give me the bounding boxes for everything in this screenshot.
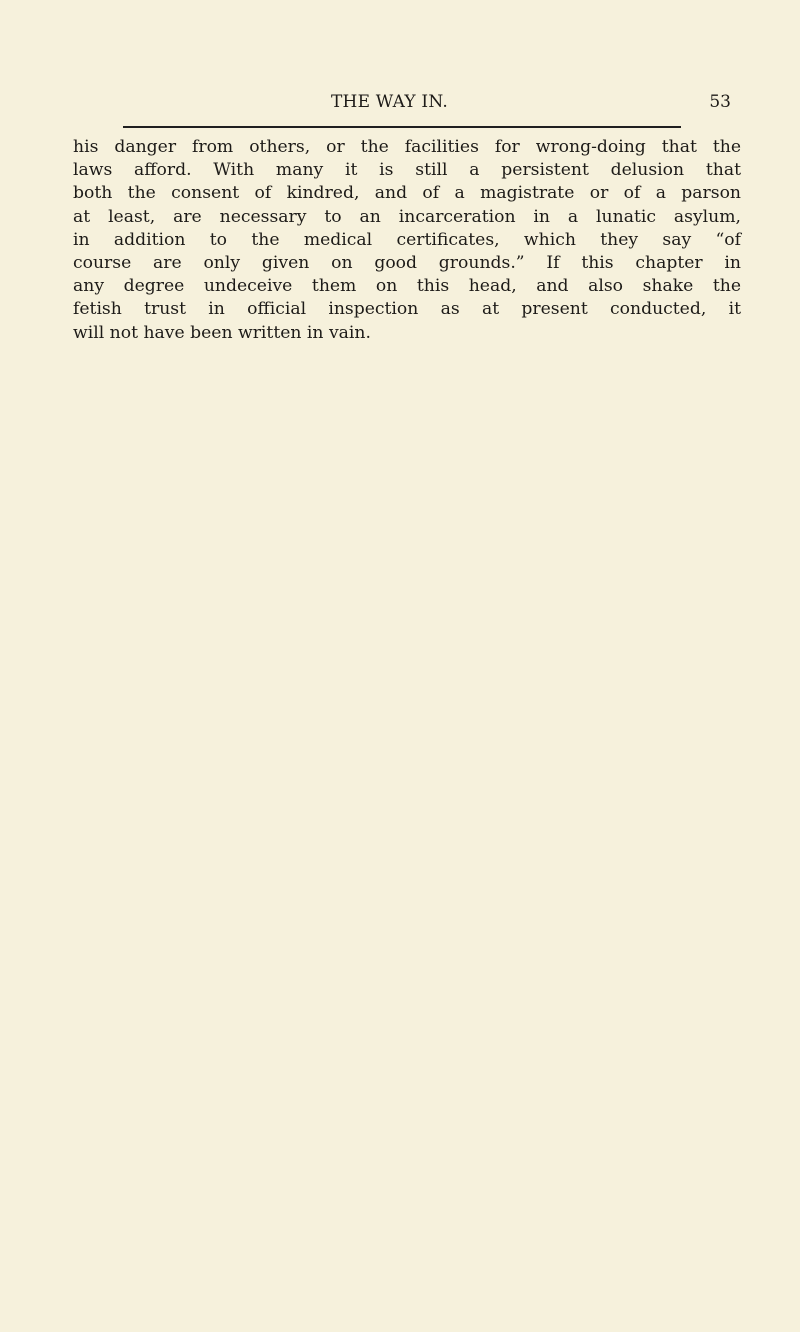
page-header — [73, 92, 741, 114]
body-paragraph — [73, 136, 741, 345]
page-number: 53 — [709, 92, 731, 112]
running-title: THE WAY IN. — [331, 92, 448, 112]
text-line-6: course are only given on good grounds.” If this chapter in — [73, 253, 741, 274]
text-line-8: fetish trust in official inspection as at present conducted, it — [73, 299, 741, 320]
text-line-1: his danger from others, or the facilities for wrong-doing that the — [73, 137, 741, 157]
text-line-5: in addition to the medical certificates, which they say “of — [73, 229, 741, 250]
text-line-3: both the consent of kindred, and of a magistrate or of a parson — [73, 183, 741, 204]
text-line-2: laws afford. With many it is still a persistent delusion that — [73, 160, 741, 181]
header-rule — [123, 126, 681, 128]
text-line-9: will not have been written in vain. — [73, 322, 371, 343]
text-line-4: at least, are necessary to an incarceration in a lunatic asylum, — [73, 206, 741, 227]
text-line-7: any degree undeceive them on this head, and also shake the — [73, 276, 741, 297]
